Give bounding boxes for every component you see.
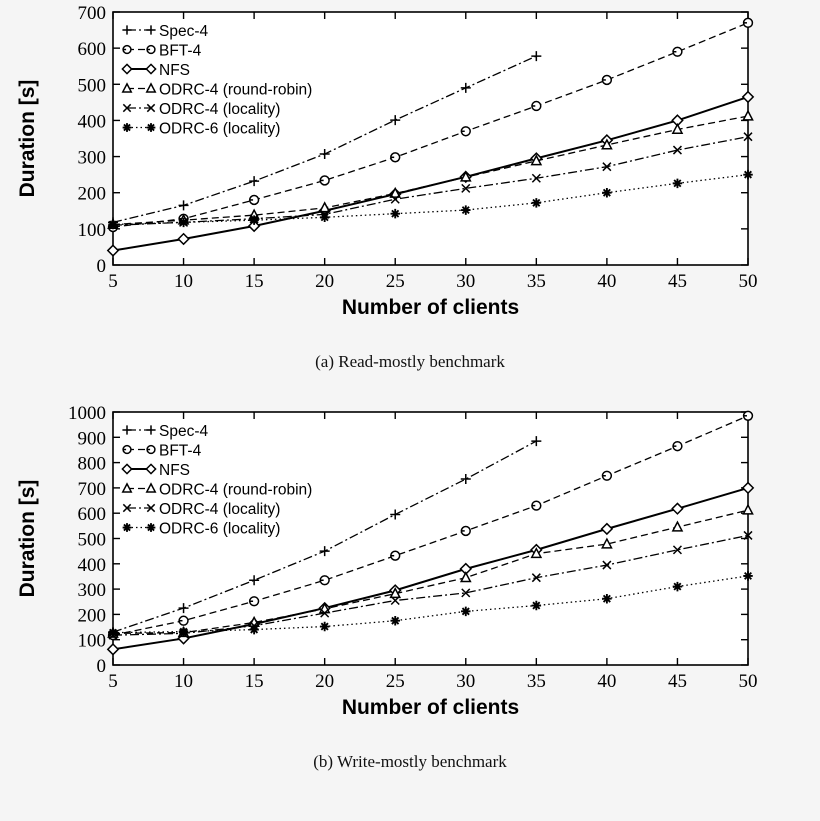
x-tick-label: 10 [174,671,194,692]
y-tick-label: 400 [77,554,106,576]
x-tick-label: 40 [597,671,617,692]
y-tick-label: 300 [77,580,106,602]
y-tick-label: 0 [96,656,106,677]
legend-label: ODRC-4 (round-robin) [159,481,313,499]
x-tick-label: 20 [315,671,335,692]
legend-label: Spec-4 [159,23,209,40]
legend-label: ODRC-4 (locality) [159,101,281,118]
x-tick-label: 45 [667,671,687,692]
legend-label: Spec-4 [159,423,209,440]
marker-asterisk [147,123,156,132]
chart-read-mostly [0,0,820,350]
y-tick-label: 900 [77,428,106,450]
chart-svg-read-mostly [0,0,820,350]
x-tick-label: 15 [244,671,264,692]
legend-label: NFS [159,462,190,479]
x-tick-label: 35 [526,671,546,692]
x-tick-label: 50 [738,271,758,292]
plot-frame [113,412,748,665]
legend-label: BFT-4 [159,442,202,460]
x-tick-label: 50 [738,671,758,692]
legend-label: ODRC-6 (locality) [159,520,281,538]
x-tick-label: 25 [385,271,405,292]
x-tick-label: 40 [597,271,617,292]
figure-write-mostly [0,400,820,821]
legend-label: NFS [159,62,190,79]
legend-label: ODRC-4 (locality) [159,501,281,518]
legend-label: BFT-4 [159,42,202,60]
y-tick-label: 1000 [68,403,106,424]
y-axis-title: Duration [s] [16,79,39,198]
x-tick-label: 45 [667,271,687,292]
y-tick-label: 800 [77,453,106,475]
y-tick-label: 700 [77,478,106,500]
x-tick-label: 10 [174,271,194,292]
y-tick-label: 100 [77,219,106,241]
x-tick-label: 25 [385,671,405,692]
marker-asterisk [673,179,683,189]
legend-label: ODRC-6 (locality) [159,120,281,138]
y-tick-label: 600 [77,504,106,526]
x-tick-label: 15 [244,271,264,292]
marker-asterisk [179,218,189,228]
y-tick-label: 0 [96,256,106,277]
y-axis-title: Duration [s] [16,479,39,598]
x-tick-label: 30 [456,271,476,292]
x-tick-label: 5 [108,271,118,292]
x-tick-label: 5 [108,671,118,692]
chart-write-mostly [0,400,820,750]
x-axis-title: Number of clients [341,696,520,719]
y-tick-label: 600 [77,39,106,61]
y-tick-label: 100 [77,630,106,652]
figure-read-mostly [0,0,820,400]
x-tick-label: 35 [526,271,546,292]
y-tick-label: 200 [77,183,106,205]
figure-caption-b: (b) Write-mostly benchmark [313,752,507,771]
y-tick-label: 300 [77,147,106,169]
chart-svg-write-mostly [0,400,820,750]
legend-label: ODRC-4 (round-robin) [159,81,313,99]
marker-asterisk [108,220,118,230]
x-axis-title: Number of clients [341,296,520,319]
y-tick-label: 700 [77,3,106,24]
y-tick-label: 500 [77,75,106,97]
plot-frame [113,12,748,265]
x-tick-label: 20 [315,271,335,292]
figure-caption-a: (a) Read-mostly benchmark [315,352,505,371]
y-tick-label: 400 [77,111,106,133]
y-tick-label: 200 [77,605,106,627]
x-tick-label: 30 [456,671,476,692]
marker-asterisk [743,170,753,180]
y-tick-label: 500 [77,529,106,551]
